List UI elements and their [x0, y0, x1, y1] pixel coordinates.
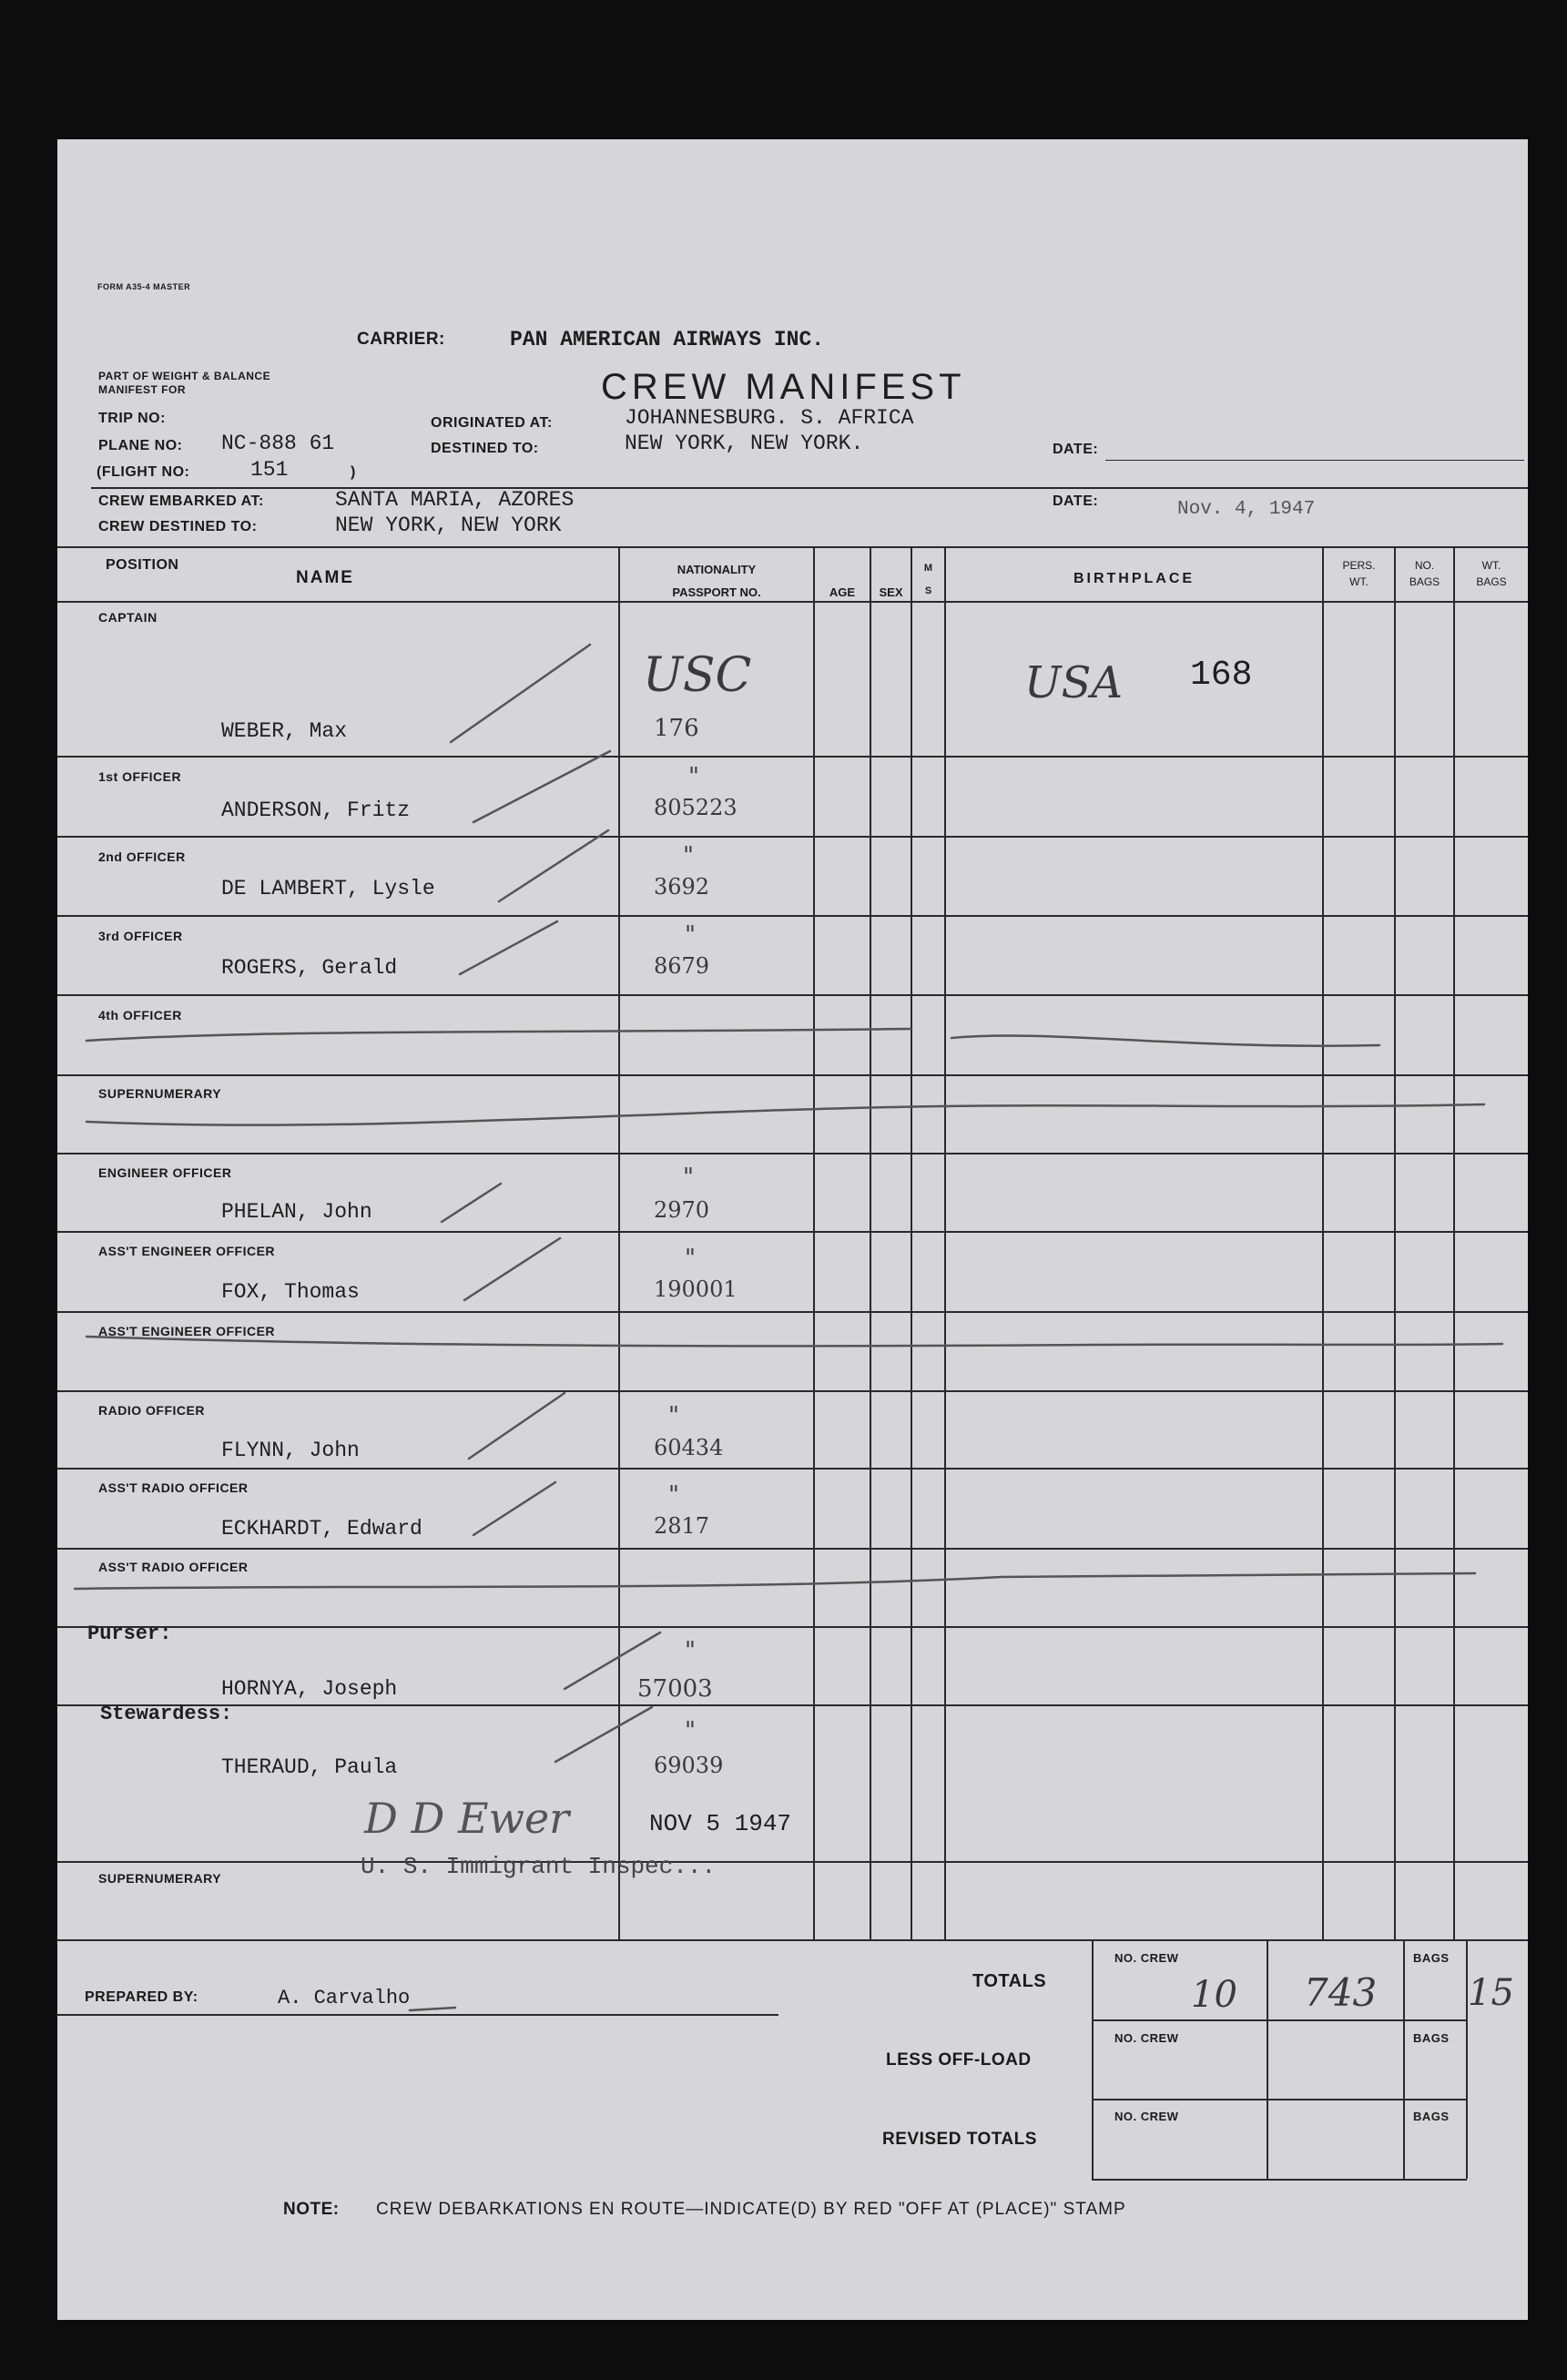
- col-wt-bags: WT.: [1481, 559, 1501, 572]
- crew-destined-label: CREW DESTINED TO:: [98, 519, 258, 534]
- totals-bags-value: 15: [1468, 1972, 1514, 2014]
- row-6-nationality: ": [683, 1164, 694, 1191]
- inspector-signature: D D Ewer: [364, 1794, 570, 1843]
- totals-label: TOTALS: [972, 1971, 1047, 1991]
- row-8-position: ASS'T ENGINEER OFFICER: [98, 1324, 276, 1338]
- row-2-position: 2nd OFFICER: [98, 849, 186, 864]
- part-of-label: PART OF WEIGHT & BALANCE: [98, 370, 271, 382]
- row-10-nationality: ": [668, 1481, 679, 1509]
- trip-no-label: TRIP NO:: [98, 411, 166, 426]
- col-age: AGE: [829, 585, 856, 599]
- row-4-position: 4th OFFICER: [98, 1008, 182, 1022]
- date-label-1: DATE:: [1053, 442, 1099, 457]
- row-7-passport: 190001: [654, 1276, 738, 1302]
- row-3-passport: 8679: [654, 953, 710, 979]
- col-name: NAME: [296, 568, 354, 587]
- revised-bags-label: BAGS: [1413, 2110, 1450, 2123]
- col-bags: BAGS: [1409, 575, 1440, 588]
- col-ms-m: M: [923, 563, 933, 574]
- col-pers: PERS.: [1342, 559, 1376, 572]
- prepared-by-value: A. Carvalho: [278, 1987, 411, 2009]
- totals-bags-label: BAGS: [1413, 1951, 1450, 1965]
- row-0-birthplace: USA: [1024, 657, 1123, 708]
- row-0-passport: 176: [654, 715, 699, 742]
- manifest-for-label: MANIFEST FOR: [98, 383, 186, 396]
- row-0-position: CAPTAIN: [98, 610, 158, 625]
- col-sex: SEX: [879, 585, 903, 599]
- row-7-position: ASS'T ENGINEER OFFICER: [98, 1244, 276, 1258]
- row-13-passport: 69039: [654, 1753, 724, 1778]
- totals-weight-value: 743: [1304, 1970, 1378, 2015]
- crew-embarked-value: SANTA MARIA, AZORES: [335, 488, 575, 512]
- row-10-position: ASS'T RADIO OFFICER: [98, 1480, 249, 1495]
- row-1-position: 1st OFFICER: [98, 769, 182, 784]
- note-text: CREW DEBARKATIONS EN ROUTE—INDICATE(D) BY RED "OFF AT (PLACE)" STAMP: [376, 2200, 1126, 2219]
- row-1-passport: 805223: [654, 795, 738, 820]
- originated-value: JOHANNESBURG. S. AFRICA: [625, 406, 914, 430]
- row-13-position: Stewardess:: [100, 1703, 233, 1725]
- supernumerary-label: SUPERNUMERARY: [98, 1871, 222, 1886]
- row-2-nationality: ": [683, 842, 694, 870]
- crew-embarked-label: CREW EMBARKED AT:: [98, 493, 264, 509]
- row-13-nationality: ": [685, 1717, 696, 1744]
- row-6-position: ENGINEER OFFICER: [98, 1165, 232, 1180]
- crew-destined-value: NEW YORK, NEW YORK: [335, 514, 562, 537]
- totals-no-crew-label: NO. CREW: [1114, 1951, 1179, 1965]
- row-10-name: ECKHARDT, Edward: [221, 1517, 422, 1541]
- row-12-name: HORNYA, Joseph: [221, 1677, 398, 1701]
- col-ms-s: S: [924, 585, 932, 596]
- row-9-position: RADIO OFFICER: [98, 1403, 205, 1418]
- col-birthplace: BIRTHPLACE: [1073, 571, 1196, 586]
- prepared-by-label: PREPARED BY:: [85, 1989, 198, 2005]
- date-label-2: DATE:: [1053, 493, 1099, 509]
- row-0-nationality: USC: [643, 648, 752, 703]
- carrier-value: PAN AMERICAN AIRWAYS INC.: [510, 328, 825, 351]
- row-5-position: SUPERNUMERARY: [98, 1086, 222, 1101]
- col-wt: WT.: [1349, 575, 1369, 588]
- flight-no-close: ): [351, 464, 356, 480]
- revised-no-crew-label: NO. CREW: [1114, 2110, 1179, 2123]
- plane-no-value: NC-888 61: [221, 432, 335, 455]
- row-11-position: ASS'T RADIO OFFICER: [98, 1560, 249, 1574]
- row-13-name: THERAUD, Paula: [221, 1755, 398, 1779]
- plane-no-label: PLANE NO:: [98, 438, 183, 453]
- flight-no-value: 151: [250, 458, 289, 482]
- check-mark-row-0: [451, 645, 590, 742]
- col-position: POSITION: [106, 557, 179, 573]
- row-6-passport: 2970: [654, 1197, 710, 1223]
- offload-no-crew-label: NO. CREW: [1114, 2031, 1179, 2045]
- col-nationality: NATIONALITY: [677, 563, 757, 576]
- row-3-position: 3rd OFFICER: [98, 929, 183, 943]
- date-value: Nov. 4, 1947: [1177, 499, 1316, 520]
- row-6-name: PHELAN, John: [221, 1200, 372, 1224]
- form-number: FORM A35-4 MASTER: [97, 282, 191, 291]
- destined-value: NEW YORK, NEW YORK.: [625, 432, 864, 455]
- originated-label: ORIGINATED AT:: [431, 415, 553, 431]
- row-7-name: FOX, Thomas: [221, 1280, 360, 1304]
- row-2-name: DE LAMBERT, Lysle: [221, 877, 435, 900]
- stamp-title: U. S. Immigrant Inspec...: [361, 1853, 717, 1880]
- col-wt-bags-2: BAGS: [1476, 575, 1507, 588]
- row-3-nationality: ": [685, 921, 696, 949]
- row-9-passport: 60434: [654, 1435, 724, 1460]
- stamp-date: NOV 5 1947: [649, 1810, 792, 1837]
- flight-no-label: (FLIGHT NO:: [97, 464, 190, 480]
- destined-label: DESTINED TO:: [431, 441, 539, 456]
- row-12-passport: 57003: [637, 1675, 713, 1703]
- note-label: NOTE:: [283, 2200, 340, 2219]
- carrier-label: CARRIER:: [357, 330, 445, 349]
- row-10-passport: 2817: [654, 1513, 710, 1539]
- revised-totals-label: REVISED TOTALS: [882, 2130, 1037, 2149]
- less-offload-label: LESS OFF-LOAD: [886, 2050, 1032, 2070]
- row-0-weight: 168: [1190, 656, 1253, 695]
- col-no: NO.: [1414, 559, 1435, 572]
- row-9-name: FLYNN, John: [221, 1439, 360, 1462]
- row-1-name: ANDERSON, Fritz: [221, 798, 411, 822]
- row-9-nationality: ": [668, 1402, 679, 1429]
- row-12-nationality: ": [685, 1637, 696, 1664]
- page-title: CREW MANIFEST: [601, 367, 966, 407]
- row-0-name: WEBER, Max: [221, 719, 348, 743]
- col-passport: PASSPORT NO.: [672, 585, 761, 599]
- row-1-nationality: ": [688, 763, 699, 790]
- row-7-nationality: ": [685, 1245, 696, 1272]
- offload-bags-label: BAGS: [1413, 2031, 1450, 2045]
- totals-crew-value: 10: [1191, 1974, 1237, 2016]
- row-3-name: ROGERS, Gerald: [221, 956, 398, 980]
- row-2-passport: 3692: [654, 874, 710, 900]
- row-12-position: Purser:: [87, 1622, 172, 1645]
